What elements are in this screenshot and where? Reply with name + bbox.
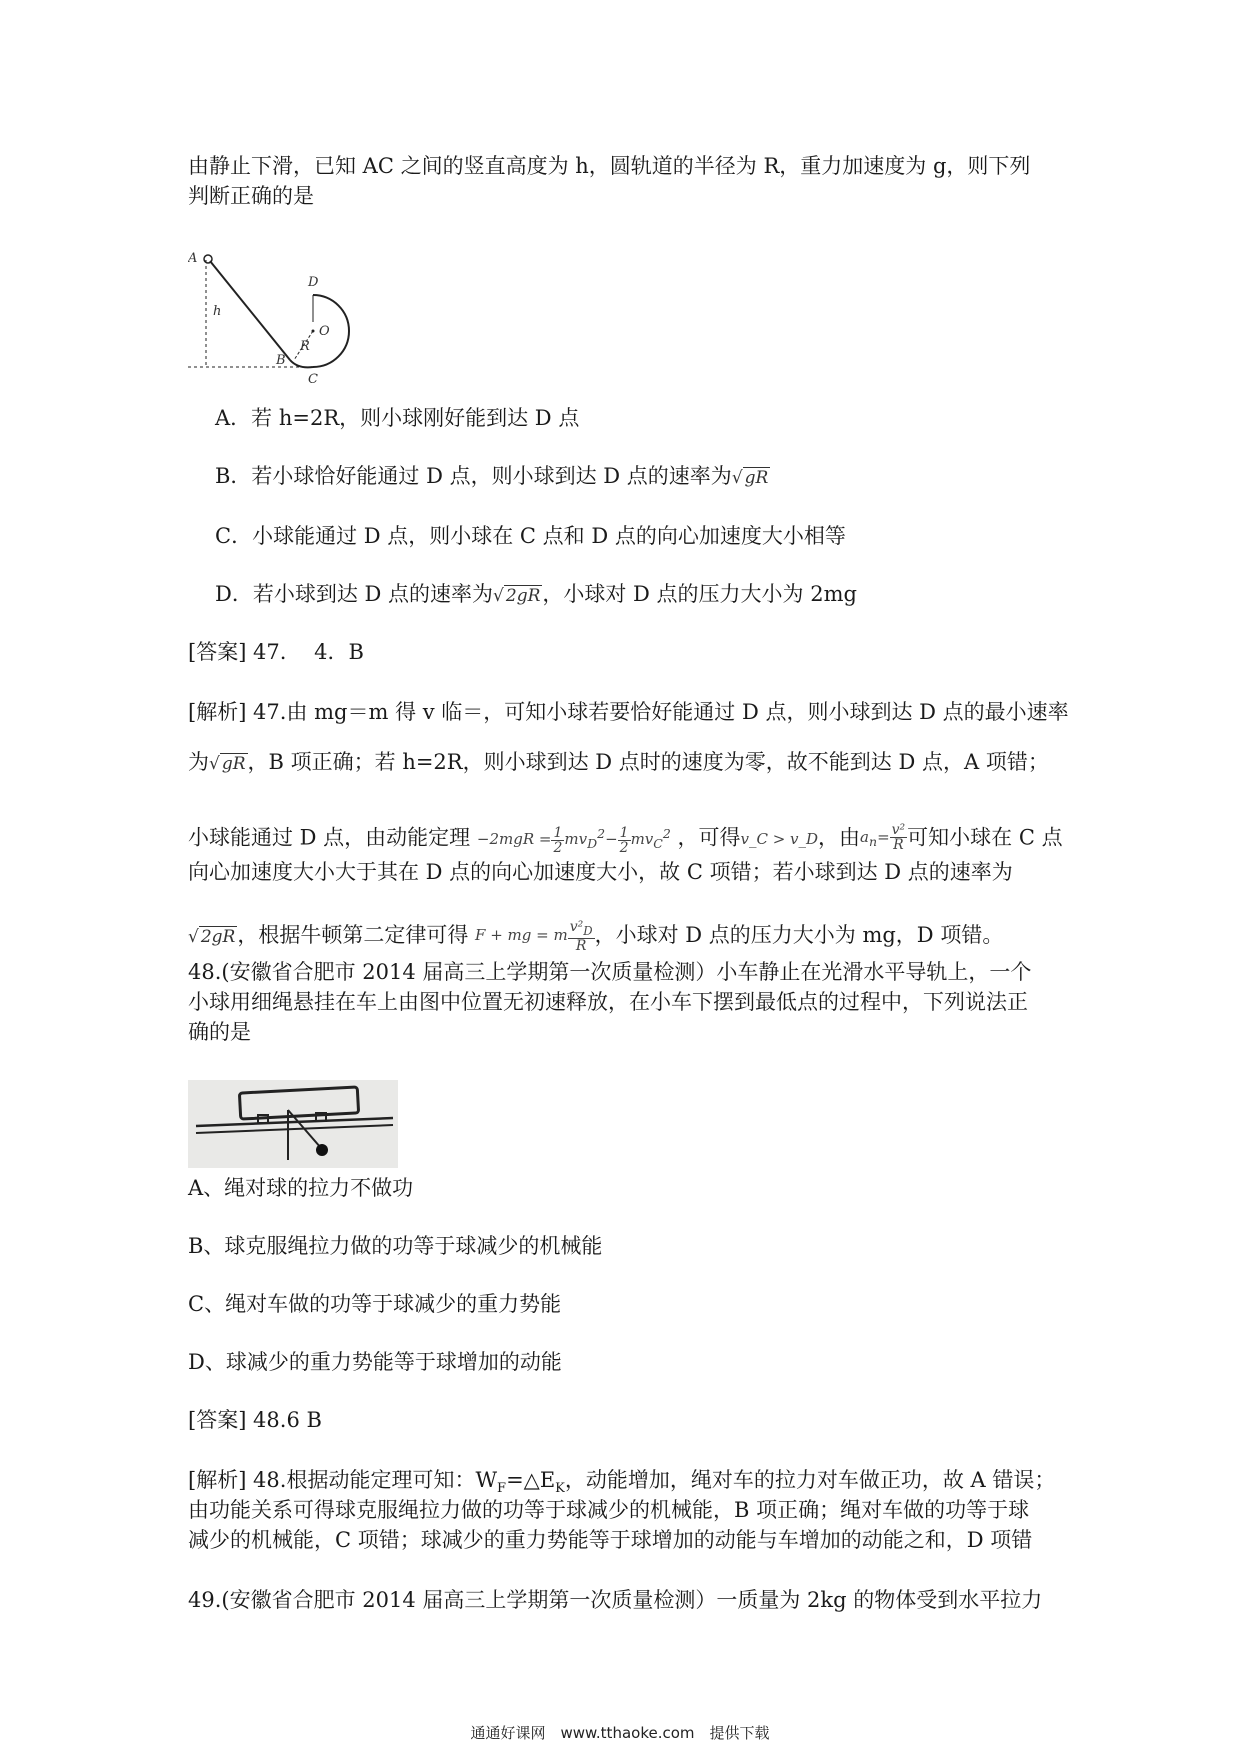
- newton-formula: F + mg = m $\frac{v^2_D}{R}$: [475, 919, 593, 954]
- label-A: A: [188, 251, 198, 266]
- q48-option-c: C、绳对车做的功等于球减少的重力势能: [188, 1292, 562, 1316]
- analysis-47-line-1: [解析] 47.由 mg＝m 得 v 临＝，可知小球若要恰好能通过 D 点，则小球到达 D 点的最小速率: [188, 700, 1069, 724]
- incline-loop-figure: [188, 250, 408, 390]
- option-b: [215, 462, 770, 492]
- label-D: D: [308, 275, 319, 290]
- intro-line-1: 由静止下滑，已知 AC 之间的竖直高度为 h，圆轨道的半径为 R，重力加速度为 g，则下列: [188, 154, 1031, 178]
- sqrt-2gR-analysis: √ 2gR: [188, 926, 236, 947]
- q48-option-b: B、球克服绳拉力做的功等于球减少的机械能: [188, 1234, 603, 1258]
- q48-stem-line-1: 48.(安徽省合肥市 2014 届高三上学期第一次质量检测）小车静止在光滑水平导轨上，一个: [188, 960, 1032, 984]
- option-d: [215, 580, 857, 610]
- vc-vd-formula: v_C > v_D: [740, 830, 819, 848]
- page-footer: 通通好课网 www.tthaoke.com 提供下载: [470, 1724, 770, 1742]
- answer-48: [答案] 48.6 B: [188, 1408, 322, 1432]
- cart-pendulum-photo: [188, 1080, 398, 1168]
- label-h: h: [213, 304, 222, 319]
- sqrt-gR: √ gR: [731, 468, 769, 488]
- label-C: C: [308, 372, 318, 387]
- answer-47: [答案] 47. 4．B: [188, 640, 364, 664]
- energy-theorem-formula: −2mgR = $\frac{1}{2}$ $mv_D^2-$ $\frac{1}{2}$ $mv_C^2$: [476, 824, 671, 856]
- label-O: O: [319, 324, 330, 339]
- option-c: C．小球能通过 D 点，则小球在 C 点和 D 点的向心加速度大小相等: [215, 524, 846, 548]
- analysis-47-line-2: 为√ gR，B 项正确；若 h=2R，则小球到达 D 点时的速度为零，故不能到达 D 点，A 项错；: [188, 750, 1049, 774]
- sqrt-2gR: √ 2gR: [493, 586, 541, 606]
- q48-option-a: A、绳对球的拉力不做功: [188, 1176, 414, 1200]
- label-B: B: [276, 353, 286, 368]
- q48-option-d: D、球减少的重力势能等于球增加的动能: [188, 1350, 562, 1374]
- q48-stem-line-3: 确的是: [188, 1020, 251, 1044]
- option-b-text: B．若小球恰好能通过 D 点，则小球到达 D 点的速率为: [215, 464, 732, 488]
- label-R: R: [300, 339, 310, 354]
- option-d-text-a: D．若小球到达 D 点的速率为: [215, 582, 494, 606]
- q49-stem-line-1: 49.(安徽省合肥市 2014 届高三上学期第一次质量检测）一质量为 2kg 的物体受到水平拉力: [188, 1588, 1043, 1612]
- q48-stem-line-2: 小球用细绳悬挂在车上由图中位置无初速释放，在小车下摆到最低点的过程中，下列说法正: [188, 990, 1028, 1014]
- cart-pendulum-figure: [188, 1080, 398, 1168]
- analysis-47-line-3: 小球能通过 D 点，由动能定理 −2mgR = $\frac{1}{2}$ $mv_D^2-$ $\frac{1}{2}$ $mv_C^2$ ，可得v_C > v_D，由$a_n=$ $\frac{\text{v²}}{R}$ 可知小球在 C 点: [188, 822, 1063, 856]
- analysis-48-line-2: 由功能关系可得球克服绳拉力做的功等于球减少的机械能，B 项正确；绳对车做的功等于球: [188, 1498, 1030, 1522]
- option-d-text-b: ，小球对 D 点的压力大小为 2mg: [542, 582, 857, 606]
- analysis-47-line-5: √ 2gR，根据牛顿第二定律可得 F + mg = m $\frac{v^2_D}{R}$ ，小球对 D 点的压力大小为 mg，D 项错。: [188, 919, 1004, 954]
- centripetal-formula: $a_n=$ $\frac{\text{v²}}{R}$: [860, 822, 906, 853]
- analysis-48-line-3: 减少的机械能，C 项错；球减少的重力势能等于球增加的动能与车增加的动能之和，D 项错: [188, 1528, 1033, 1552]
- sqrt-gR-analysis: √ gR: [209, 754, 246, 774]
- intro-line-2: 判断正确的是: [188, 184, 314, 208]
- analysis-47-line-4: 向心加速度大小大于其在 D 点的向心加速度大小，故 C 项错；若小球到达 D 点的速率为: [188, 860, 1013, 884]
- option-a: A．若 h=2R，则小球刚好能到达 D 点: [215, 406, 580, 430]
- analysis-48-line-1: [解析] 48.根据动能定理可知：$W_F=\triangle E_K$，动能增加，绳对车的拉力对车做正功，故 A 错误；: [188, 1468, 1056, 1497]
